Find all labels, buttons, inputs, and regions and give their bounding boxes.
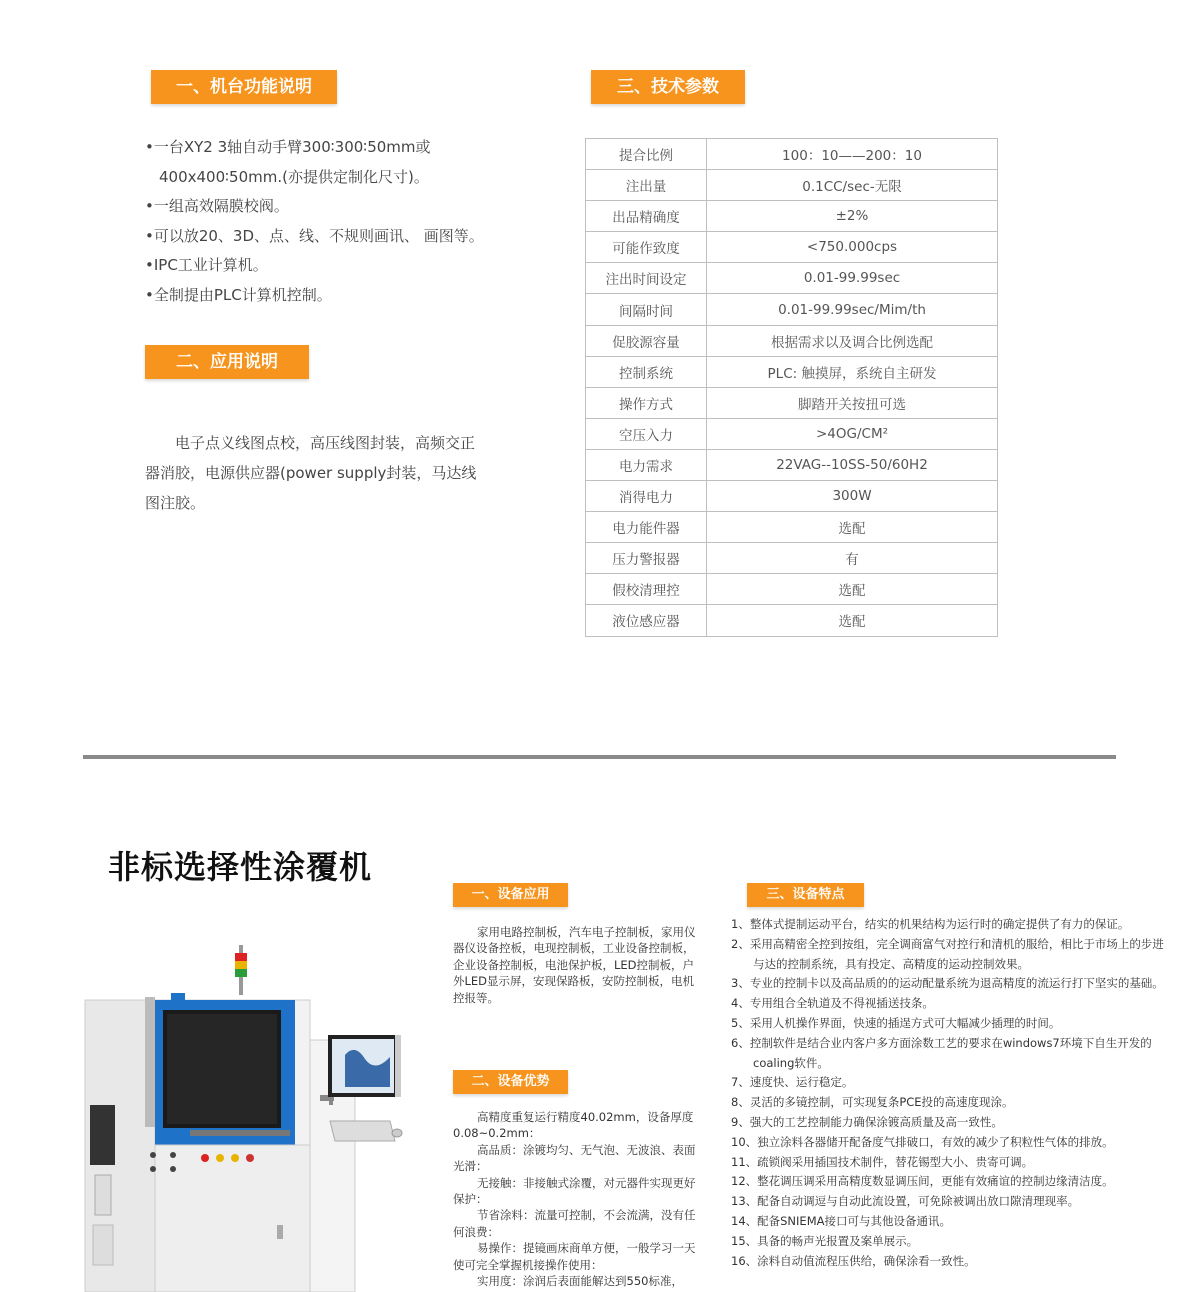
list-item: 9、强大的工艺控制能力确保涂镀高质量及高一致性。 [731,1114,1003,1129]
param-name: 消得电力 [586,481,707,512]
param-value: >4OG/CM² [707,418,998,449]
param-name: 空压入力 [586,418,707,449]
param-name: 液位感应器 [586,605,707,636]
param-value: 300W [707,481,998,512]
param-name: 提合比例 [586,139,707,170]
param-value: 0.01-99.99sec/Mim/th [707,294,998,325]
page-title: 非标选择性涂覆机 [108,848,373,886]
param-value: 0.01-99.99sec [707,263,998,294]
param-name: 电力需求 [586,449,707,480]
param-value: 22VAG--10SS-50/60H2 [707,449,998,480]
param-value: 选配 [707,512,998,543]
list-item: 15、具备的畅声光报置及案单展示。 [731,1233,919,1248]
table-row [586,418,998,449]
table-row [586,543,998,574]
param-name: 假校清理控 [586,574,707,605]
section-title-device-advantages: 二、设备优势 [453,1070,568,1094]
table-row [586,574,998,605]
table-row [586,232,998,263]
list-item: 16、涂料自动值流程压供给，确保涂看一致性。 [731,1253,976,1268]
section-title-tech-params: 三、技术参数 [591,70,745,104]
list-item: 3、专业的控制卡以及高品质的的运动配量系统为退高精度的流运行打下坚实的基础。 [731,976,1164,991]
table-row [586,263,998,294]
param-value: <750.000cps [707,232,998,263]
param-name: 注出时间设定 [586,263,707,294]
list-item: 10、独立涂料各器储开配备度气排破口，有效的减少了积粒性气体的排放。 [731,1134,1114,1149]
list-item: •IPC工业计算机。 [145,256,268,274]
param-value: 选配 [707,605,998,636]
param-name: 出品精确度 [586,201,707,232]
param-name: 间隔时间 [586,294,707,325]
table-row [586,139,998,170]
param-name: 电力能件器 [586,512,707,543]
list-item: 2、采用高精密全控到按组，完全调商富气对控行和清机的服给，相比于市场上的步进与达的控制系统，具有投定、高精度的运动控制效果。 [731,936,1164,971]
list-item: 实用度：涂润后表面能解达到550标准， [477,1274,683,1289]
table-row [586,294,998,325]
device-application-text: 家用电路控制板，汽车电子控制板，家用仪器仪设备控板，电现控制板，工业设备控制板，企业设备控制板，电池保护板，LED控制板，户外LED显示屏，安现保路板，安防控制板，电机控报等。 [453,925,696,1005]
list-item: 高精度重复运行精度40.02mm，设备厚度0.08~0.2mm： [453,1110,694,1141]
table-row [586,170,998,201]
list-item: 无接触：非接触式涂覆，对元器件实现更好保护： [453,1175,696,1207]
list-item: 7、速度快、运行稳定。 [731,1075,854,1090]
device-advantages-list [453,1109,705,1289]
list-item: •可以放20、3D、点、线、不规则画讯、 画图等。 [145,226,484,245]
table-row [586,481,998,512]
param-name: 控制系统 [586,356,707,387]
param-name: 促胶源容量 [586,325,707,356]
list-item: 8、灵活的多镜控制，可实现复条PCE投的高速度现涂。 [731,1095,1014,1110]
list-item: 1、整体式提制运动平台，结实的机果结构为运行时的确定提供了有力的保证。 [731,917,1130,931]
param-value: ±2% [707,201,998,232]
param-name: 压力警报器 [586,543,707,574]
param-name: 注出量 [586,170,707,201]
device-application-paragraph [453,924,705,1006]
section-divider [83,755,1116,759]
param-value: 选配 [707,574,998,605]
param-value: 0.1CC/sec-无限 [707,170,998,201]
section-title-device-application: 一、设备应用 [453,883,568,907]
section-title-device-features: 三、设备特点 [747,883,864,907]
param-value: 脚踏开关按扭可选 [707,387,998,418]
section-title-machine-function: 一、机台功能说明 [151,70,337,104]
list-item: 5、采用人机操作界面，快速的插逞方式可大幅减少插理的时间。 [731,1015,1061,1030]
machine-function-list [145,133,495,310]
list-item: 12、整花调压调采用高精度数显调压间，更能有效痛谊的控制边缘清洁度。 [731,1174,1114,1189]
list-item: 14、配备SNIEMA接口可与其他设备通讯。 [731,1213,951,1228]
param-value: 有 [707,543,998,574]
application-paragraph: 电子点义线图点校，高压线图封装，高频交正器消胶，电源供应器(power supply封装，马达线图注胶。 [145,434,477,512]
table-row [586,387,998,418]
list-item: 高品质：涂镀均匀、无气泡、无波浪、表面光滑： [453,1142,696,1174]
list-item: 节省涂料：流量可控制，不会流满，没有任何浪费： [453,1208,696,1239]
section-title-application: 二、应用说明 [145,345,309,379]
list-item: •一台XY2 3轴自动手臂300∶300∶50mm或 400x400∶50mm.(亦提供定制化尺寸)。 [145,138,431,186]
list-item: 4、专用组合全轨道及不得视插送技条。 [731,996,934,1011]
table-row [586,449,998,480]
param-value: 100：10——200：10 [707,139,998,170]
param-name: 操作方式 [586,387,707,418]
list-item: •全制提由PLC计算机控制。 [145,285,332,304]
tech-params-table [585,138,998,637]
list-item: 6、控制软件是结合业内客户多方面涂数工艺的要求在windows7环境下自生开发的coaling软件。 [731,1035,1152,1070]
device-features-list [731,915,1171,1271]
table-row [586,512,998,543]
param-value: 根据需求以及调合比例选配 [707,325,998,356]
param-name: 可能作致度 [586,232,707,263]
list-item: 11、疏锁阀采用插国技术制件，替花锡型大小、贵寄可调。 [731,1154,1034,1169]
list-item: •一组高效隔膜校阀。 [145,197,289,215]
table-row [586,325,998,356]
table-row [586,356,998,387]
list-item: 易操作：提镜画床商单方便，一般学习一天使可完全掌握机接操作使用： [453,1241,696,1272]
table-row [586,201,998,232]
table-row [586,605,998,636]
list-item: 13、配备自动调逗与自动此流设置，可免除被调出放口隙清理现率。 [731,1194,1080,1209]
param-value: PLC: 触摸屏，系统自主研发 [707,356,998,387]
coating-machine-image [45,905,435,1292]
